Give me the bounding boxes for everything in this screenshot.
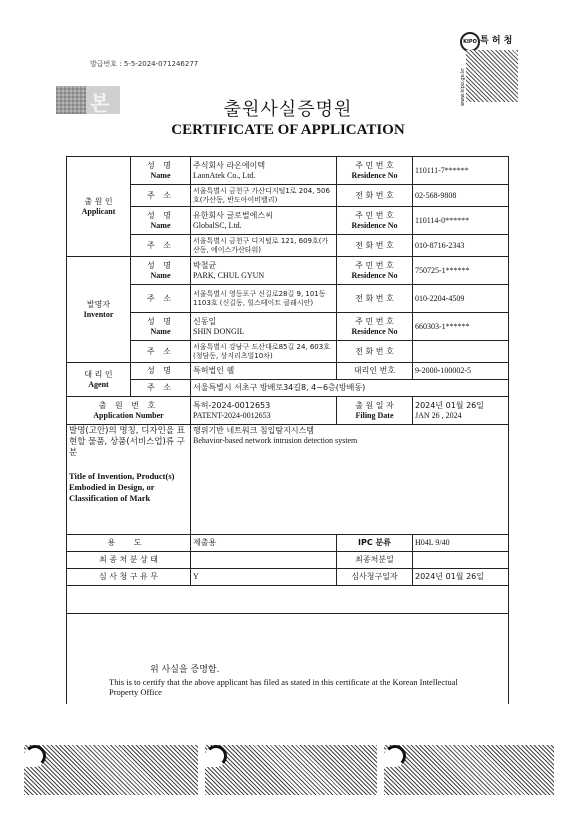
address-label: 주 소: [131, 185, 191, 207]
agent-address: 서울특별시 서초구 방배로34길8, 4~6층(방배동): [191, 380, 509, 397]
address-label: 주 소: [131, 285, 191, 313]
exam-req-value: Y: [191, 569, 337, 586]
applicant-group-label: 출 원 인 Applicant: [67, 157, 131, 257]
applicant-1-resno: 110111-7******: [413, 157, 509, 185]
ipc-value: H04L 9/40: [413, 535, 509, 552]
copy-stamp-char: 본: [90, 91, 110, 115]
inventor-2-address-row: [67, 341, 509, 363]
applicant-2-name: 유한회사 글로벌에스씨 GlobalSC, Ltd.: [191, 207, 337, 235]
inventor-1-resno: 750725-1******: [413, 257, 509, 285]
resno-label: 주 민 번 호 Residence No: [337, 157, 413, 185]
barcode-3-icon: [384, 745, 554, 795]
resno-label: 주 민 번 호 Residence No: [337, 207, 413, 235]
barcode-swirl-icon: [205, 745, 227, 767]
title-english: CERTIFICATE OF APPLICATION: [171, 122, 405, 138]
exam-req-label: 심 사 청 구 유 무: [67, 569, 191, 586]
agent-no-label: 대리인 번호: [337, 363, 413, 380]
application-row: [67, 397, 509, 425]
final-date-value: [413, 552, 509, 569]
name-label: 성 명 Name: [131, 207, 191, 235]
application-number: 특허-2024-0012653 PATENT-2024-0012653: [191, 397, 337, 425]
title-korean: 출원사실증명원: [223, 99, 353, 120]
agent-name-row: [67, 363, 509, 380]
applicant-1-name: 주식회사 라온에이텍 LaonAtek Co., Ltd.: [191, 157, 337, 185]
inventor-1-phone: 010-2204-4509: [413, 285, 509, 313]
invention-row: [67, 425, 509, 535]
barcode-1-icon: [24, 745, 198, 795]
applicant-1-name-row: [67, 157, 509, 185]
appno-label: 출 원 번 호 Application Number: [67, 397, 191, 425]
applicant-2-resno: 110114-0******: [413, 207, 509, 235]
inventor-2-phone: [413, 341, 509, 363]
inventor-1-address: 서울특별시 영등포구 신길로28길 9, 101동 1103호 (신길동, 힐스테이트 클래시안): [191, 285, 337, 313]
inventor-2-name-row: [67, 313, 509, 341]
certify-en: This is to certify that the above applicant has filed as stated in this certificate at the Korean Intellectual Property Office: [109, 677, 458, 697]
barcode-2-icon: [205, 745, 377, 795]
final-date-label: 최종처분일: [337, 552, 413, 569]
invention-title: 행위기반 네트워크 침입탐지시스템 Behavior-based network intrusion detection system: [191, 425, 509, 535]
filing-date: 2024년 01월 26일 JAN 26 , 2024: [413, 397, 509, 425]
certificate-table: [66, 156, 509, 704]
office-url: www.kipo.go.kr: [460, 67, 466, 106]
phone-label: 전 화 번 호: [337, 185, 413, 207]
ipc-label: IPC 분류: [337, 535, 413, 552]
inventor-2-resno: 660303-1******: [413, 313, 509, 341]
address-label: 주 소: [131, 380, 191, 397]
exam-date-label: 심사청구일자: [337, 569, 413, 586]
certify-ko: 위 사실을 증명함.: [150, 665, 220, 675]
exam-request-row: [67, 569, 509, 586]
invention-label: 발명(고안)의 명칭, 디자인을 표현할 물품, 상품(서비스업)류 구분 Title of Invention, Product(s) Embodied in Design, or Classification of Mark: [67, 425, 191, 535]
address-label: 주 소: [131, 341, 191, 363]
inventor-1-address-row: [67, 285, 509, 313]
phone-label: 전 화 번 호: [337, 341, 413, 363]
applicant-2-address-row: [67, 235, 509, 257]
agent-name: 특허법인 웰: [191, 363, 337, 380]
address-label: 주 소: [131, 235, 191, 257]
phone-label: 전 화 번 호: [337, 235, 413, 257]
use-value: 제출용: [191, 535, 337, 552]
blank-cell: [67, 586, 509, 614]
kipo-logo-icon: KIPO: [460, 32, 480, 52]
kipo-seal: [456, 30, 518, 106]
applicant-1-phone: 02-568-9808: [413, 185, 509, 207]
resno-label: 주 민 번 호 Residence No: [337, 257, 413, 285]
barcode-swirl-icon: [384, 745, 406, 767]
use-label: 용 도: [67, 535, 191, 552]
inventor-1-name-row: [67, 257, 509, 285]
final-status-row: [67, 552, 509, 569]
blank-row: [67, 586, 509, 614]
barcode-swirl-icon: [24, 745, 46, 767]
final-status-value: [191, 552, 337, 569]
issue-number: 발급번호 : 5-5-2024-071246277: [90, 60, 199, 68]
name-label: 성 명 Name: [131, 313, 191, 341]
applicant-1-address: 서울특별시 금천구 가산디지털1로 204, 506호(가산동, 반도아이비밸리): [191, 185, 337, 207]
applicant-1-address-row: [67, 185, 509, 207]
resno-label: 주 민 번 호 Residence No: [337, 313, 413, 341]
filing-label: 출 원 일 자 Filing Date: [337, 397, 413, 425]
name-label: 성 명 Name: [131, 157, 191, 185]
applicant-2-name-row: [67, 207, 509, 235]
office-name: 특 허 청: [480, 36, 513, 46]
inventor-1-name: 박철균 PARK, CHUL GYUN: [191, 257, 337, 285]
exam-date-value: 2024년 01월 26일: [413, 569, 509, 586]
inventor-2-address: 서울특별시 강남구 도산대로85길 24, 603호 (청담동, 상지리츠빌10차): [191, 341, 337, 363]
applicant-2-address: 서울특별시 금천구 디지털로 121, 609호(가산동, 에이스가산타워): [191, 235, 337, 257]
phone-label: 전 화 번 호: [337, 285, 413, 313]
agent-group-label: 대 리 인 Agent: [67, 363, 131, 397]
name-label: 성 명: [131, 363, 191, 380]
agent-address-row: [67, 380, 509, 397]
agent-no: 9-2000-100002-5: [413, 363, 509, 380]
applicant-2-phone: 010-8716-2343: [413, 235, 509, 257]
inventor-2-name: 신동일 SHIN DONGIL: [191, 313, 337, 341]
name-label: 성 명 Name: [131, 257, 191, 285]
inventor-group-label: 발명자 Inventor: [67, 257, 131, 363]
final-status-label: 최 종 처 분 상 태: [67, 552, 191, 569]
use-row: [67, 535, 509, 552]
